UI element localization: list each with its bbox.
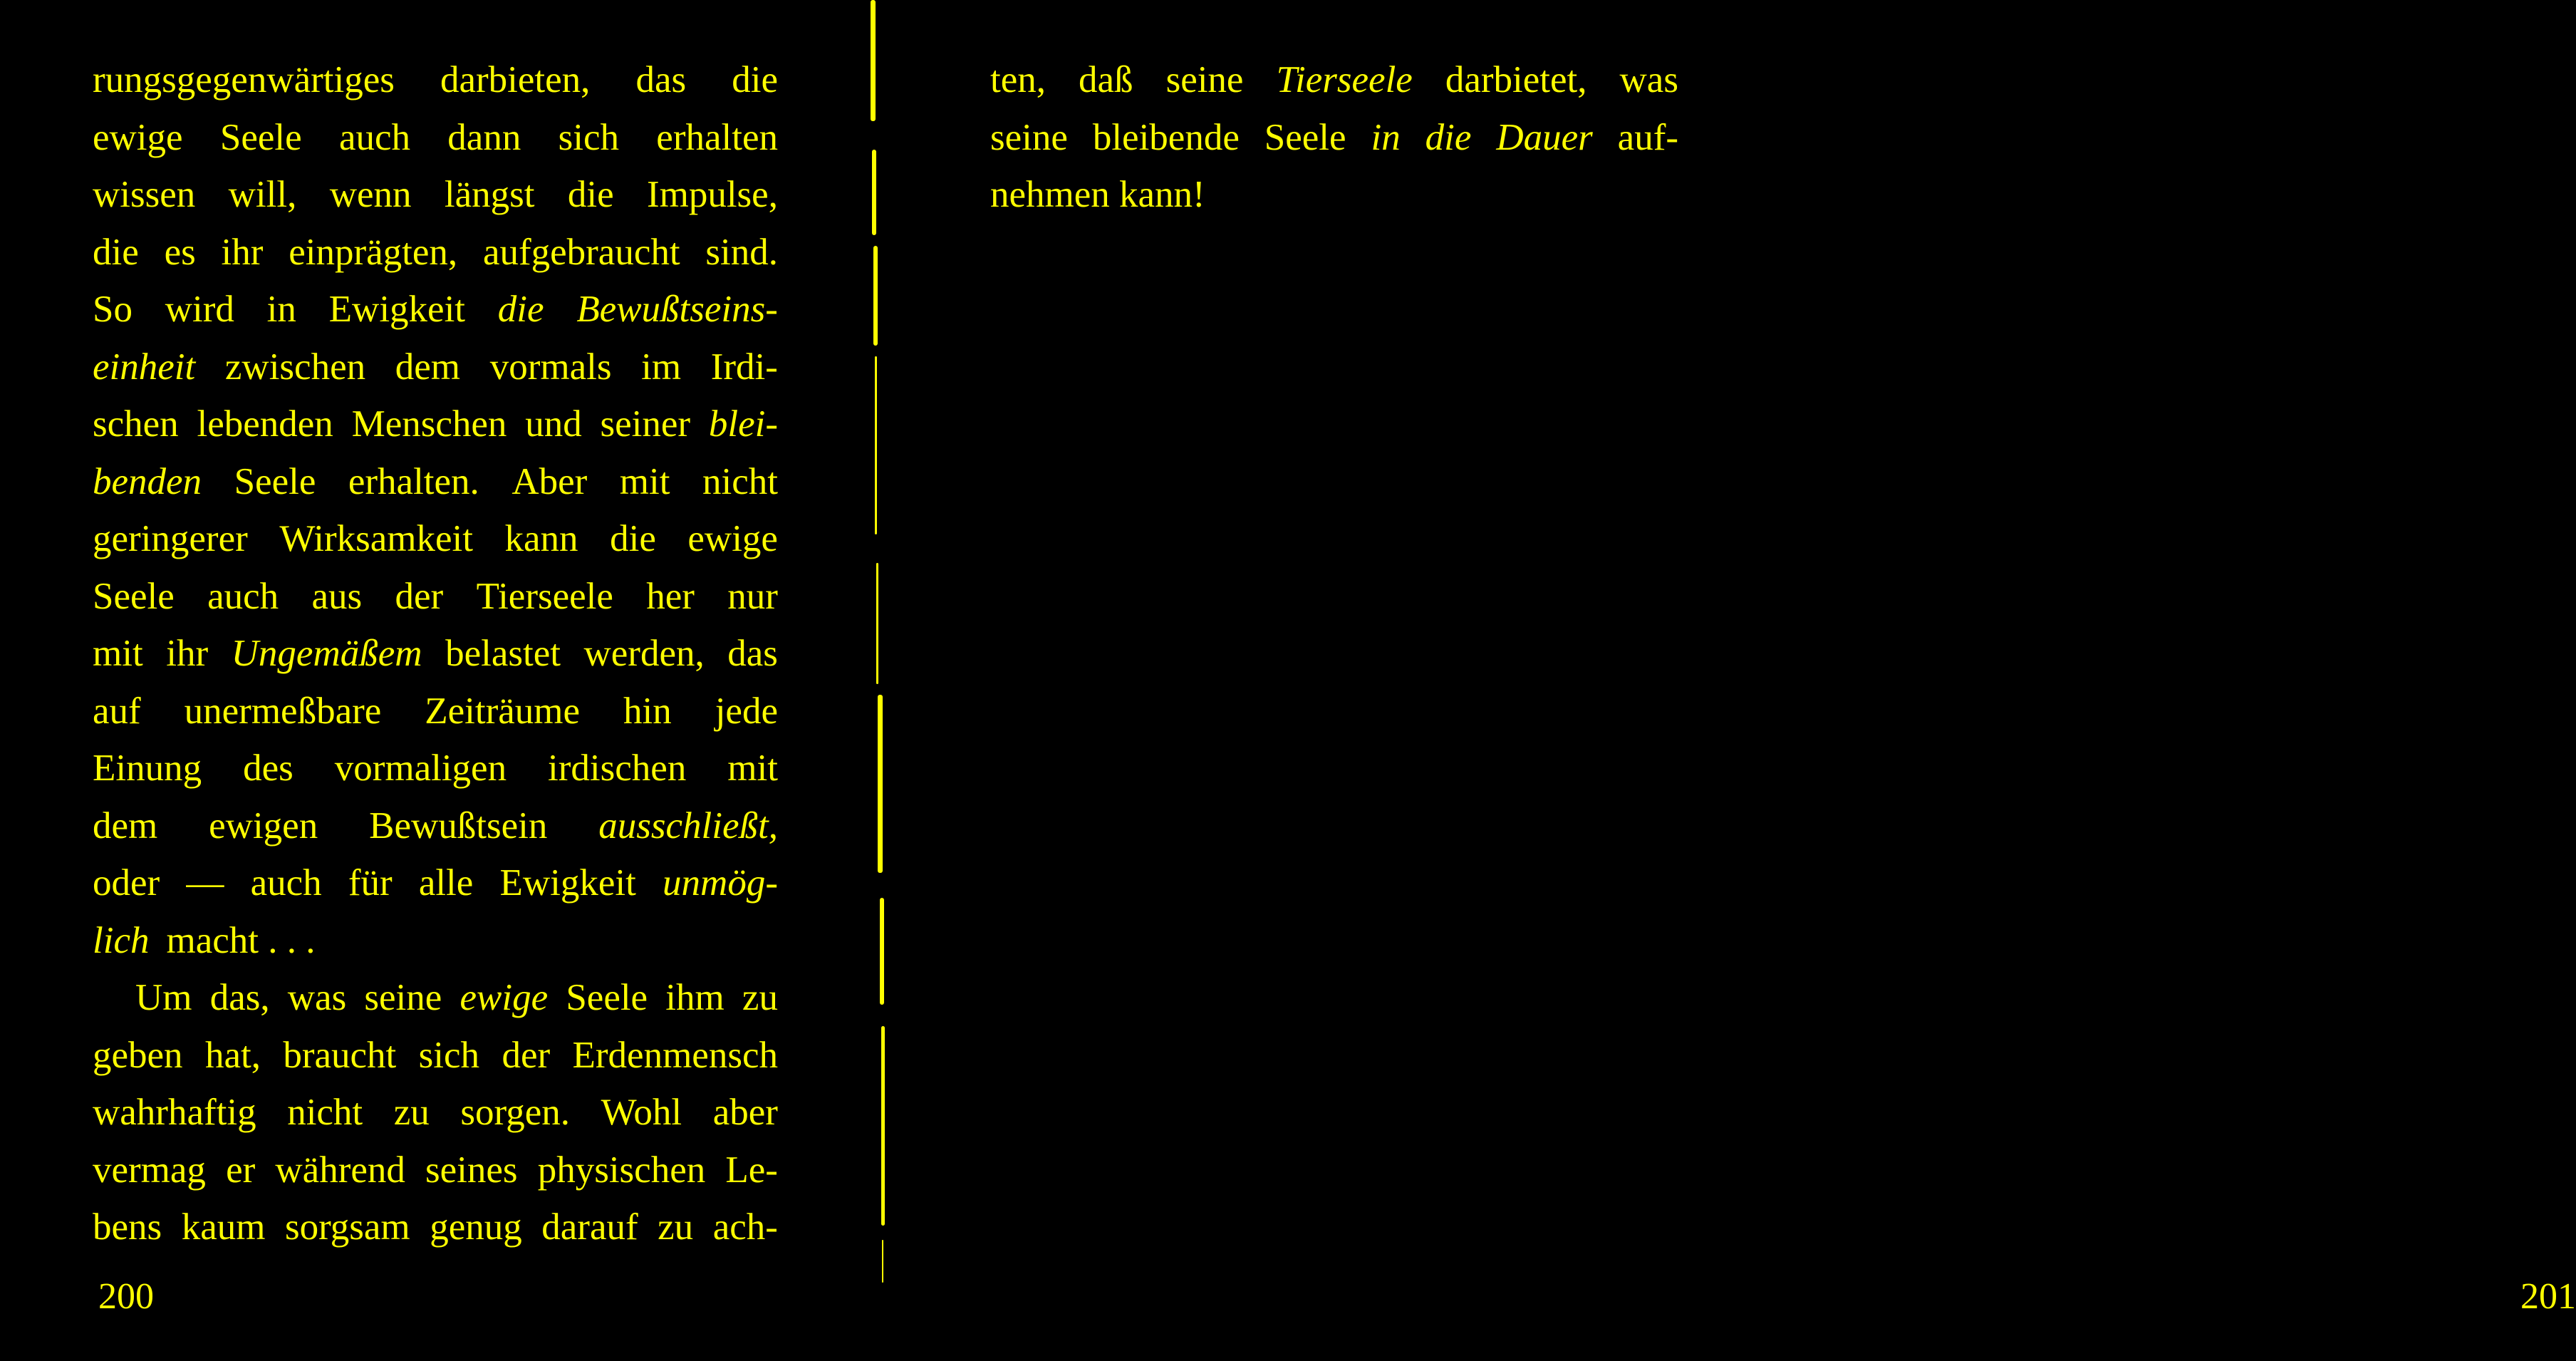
word: das [727,633,778,674]
word: während [275,1149,405,1191]
word: kaum [181,1206,266,1248]
word: die [567,174,614,215]
word: aber [712,1092,778,1133]
italic-word: benden [93,460,202,502]
italic-word: Ungemäßem [231,633,422,674]
italic-word: ewige [459,977,549,1018]
word: die [732,59,778,100]
text-line [93,224,778,281]
word: das [635,59,687,100]
word: sorgen. [460,1092,571,1133]
text-line [93,338,778,396]
word: schen [93,403,179,445]
word: Seele [566,977,648,1018]
word: ewige [93,116,183,158]
word: will, [228,174,297,215]
word: alle [418,862,474,904]
text-line [93,683,778,740]
word: der [395,575,444,617]
word: und [525,403,582,445]
text-line [93,453,778,511]
word: vormaligen [334,747,507,789]
word: kann [504,518,578,559]
word: die [93,231,139,273]
word: bleibende [1092,116,1240,158]
word: ten, [990,59,1046,100]
word: zu [393,1092,430,1133]
left-page [0,0,869,1361]
word: aufgebraucht [482,231,680,273]
word: sich [558,116,619,158]
word: im [641,346,682,388]
word: aus [311,575,363,617]
text-line [93,1027,778,1085]
word: nur [727,575,778,617]
text-line [990,166,1678,224]
word: dem [395,346,461,388]
word: seine [1165,59,1244,100]
italic-word: lich [93,919,150,961]
word: Seele [93,575,175,617]
text-line [93,1142,778,1199]
word: unermeßbare [184,690,382,732]
word: für [348,862,393,904]
word: das, [209,977,270,1018]
word: lebenden [197,403,333,445]
word: auf [93,690,141,732]
italic-word: Bewußtseins- [576,289,778,330]
text-line [93,740,778,797]
text-line [93,109,778,167]
word: mit [727,747,778,789]
word: belastet [445,633,561,674]
word: vormals [489,346,612,388]
word: her [646,575,695,617]
word: was [1619,59,1678,100]
book-gutter [862,0,890,1290]
word: Tierseele [476,575,613,617]
word: Wirksamkeit [279,518,473,559]
word: zu [658,1206,694,1248]
italic-word: die [497,289,544,330]
word: wenn [329,174,412,215]
word: er [226,1149,256,1191]
word: Irdi- [710,346,778,388]
word: Einung [93,747,202,789]
word: erhalten [656,116,778,158]
text-line [93,797,778,855]
text-line [93,395,778,453]
word: rungsgegenwärtiges [93,59,395,100]
italic-word: Dauer [1496,116,1593,158]
italic-word: unmög- [663,862,778,904]
word: längst [444,174,535,215]
word: Bewußtsein [369,804,548,847]
word: Wohl [601,1092,682,1133]
word: Seele [1264,116,1346,158]
word: physischen [537,1149,706,1191]
word: Le- [725,1149,778,1191]
text-line [93,510,778,568]
word: auf- [1617,116,1678,158]
word: was [287,977,347,1018]
word: dann [447,116,521,158]
italic-word: ausschließt, [598,804,778,847]
word: macht . . . [166,919,316,961]
word: oder [93,862,160,904]
italic-word: Tierseele [1276,59,1413,100]
page-number-right: 201 [2520,1276,2576,1317]
word: braucht [283,1034,397,1076]
right-page-text [990,51,1678,224]
word: werden, [583,633,705,674]
word: wissen [93,174,196,215]
page-number-left: 200 [98,1276,154,1317]
word: So [93,289,133,330]
italic-word: einheit [93,346,196,388]
word: ihm [665,977,724,1018]
word: mit [93,633,143,674]
word: seine [364,977,442,1018]
word: daß [1079,59,1133,100]
word: wird [165,289,234,330]
word: ewigen [209,804,318,847]
word: Seele [234,460,316,502]
word: dem [93,804,158,847]
word: zu [742,977,778,1018]
word: ewige [687,518,778,559]
word: erhalten. [348,460,479,502]
word: seines [425,1149,518,1191]
word: vermag [93,1149,206,1191]
text-line [93,1199,778,1256]
word: ihr [221,231,264,273]
word: mit [619,460,670,502]
word: des [243,747,294,789]
word: nehmen kann! [990,174,1205,215]
word: hat, [204,1034,261,1076]
word: zwischen [224,346,366,388]
word: Zeiträume [425,690,581,732]
text-line [990,109,1678,167]
word: die [610,518,656,559]
text-line [93,568,778,626]
word: geben [93,1034,183,1076]
text-line [990,51,1678,109]
word: jede [715,690,778,732]
word: Aber [511,460,588,502]
word: bens [93,1206,162,1248]
word: darbietet, [1445,59,1587,100]
word: hin [623,690,672,732]
word: auch [207,575,279,617]
right-page [890,0,2576,1361]
word: darbieten, [440,59,591,100]
word: ach- [712,1206,778,1248]
word: auch [250,862,322,904]
italic-word: in [1371,116,1401,158]
word: sich [418,1034,480,1076]
left-page-text [93,51,778,1256]
word: nicht [287,1092,363,1133]
word: Impulse, [646,174,778,215]
word: genug [430,1206,522,1248]
word: Menschen [351,403,507,445]
word: sind. [705,231,778,273]
word: seine [990,116,1068,158]
word: Ewigkeit [499,862,636,904]
italic-word: blei- [708,403,778,445]
word: Seele [219,116,302,158]
word: Erdenmensch [572,1034,778,1076]
word: nicht [702,460,778,502]
text-line [93,625,778,683]
word: sorgsam [284,1206,410,1248]
word: — [186,862,224,904]
text-line [93,281,778,338]
text-line [93,1084,778,1142]
word: der [502,1034,551,1076]
text-line [93,854,778,912]
word: Ewigkeit [328,289,466,330]
word: es [164,231,196,273]
word: in [266,289,296,330]
text-line [93,912,778,970]
word: irdischen [548,747,687,789]
text-line [93,166,778,224]
word: wahrhaftig [93,1092,256,1133]
word: darauf [541,1206,638,1248]
word: auch [338,116,410,158]
word: einprägten, [289,231,458,273]
word: seiner [600,403,691,445]
text-line [93,969,778,1027]
word: ihr [166,633,209,674]
text-line [93,51,778,109]
word: geringerer [93,518,248,559]
italic-word: die [1425,116,1472,158]
word: Um [135,977,192,1018]
